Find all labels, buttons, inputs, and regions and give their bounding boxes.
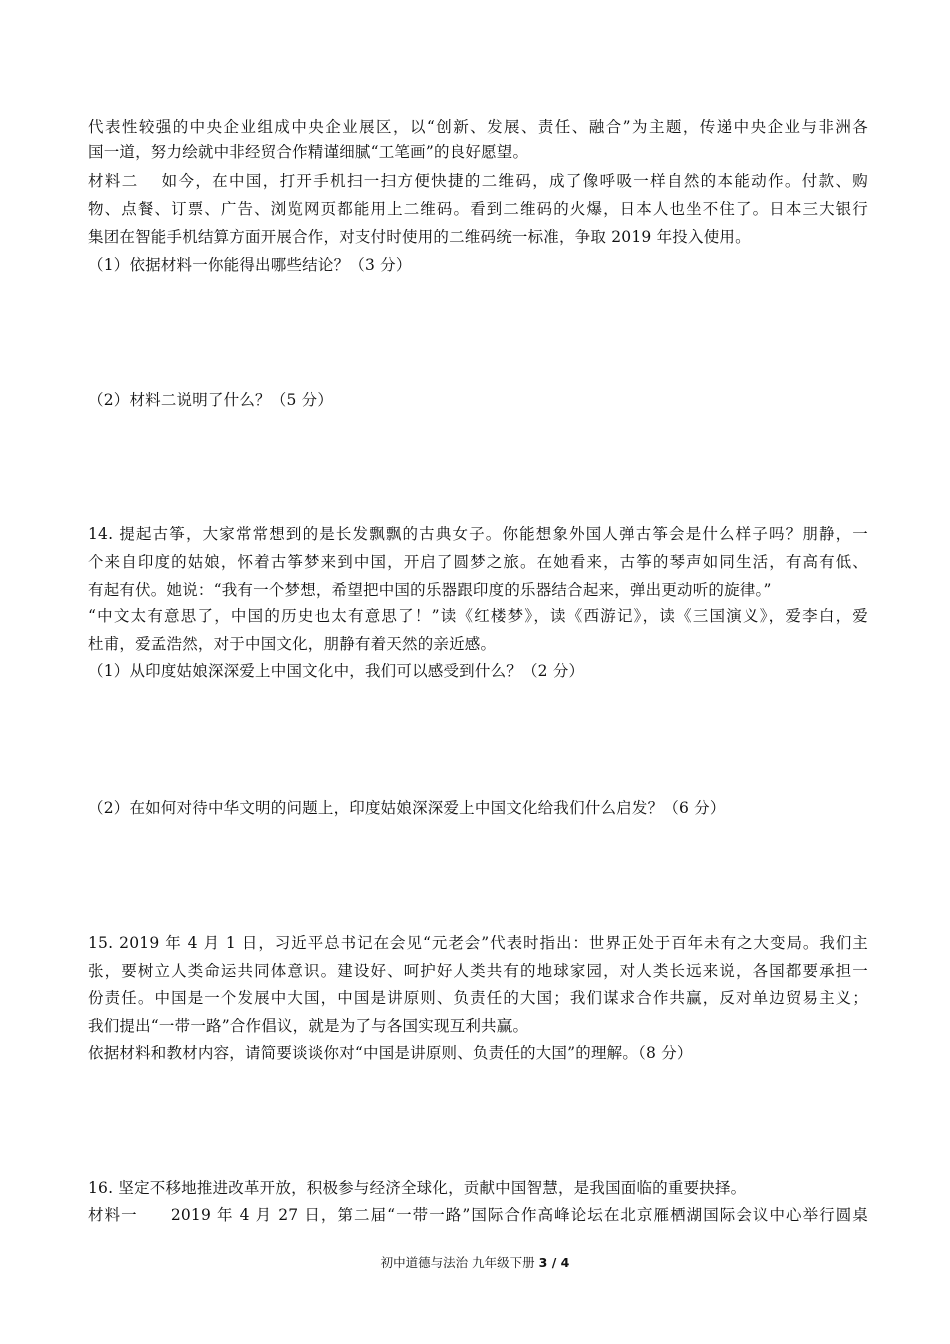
q13-material2-line: 材料二 如今，在中国，打开手机扫一扫方便快捷的二维码，成了像呼吸一样自然的本能动作。付款、购 [88, 172, 868, 190]
q14-stem-line: “中文太有意思了，中国的历史也太有意思了！”读《红楼梦》，读《西游记》，读《三国演义》，爱李白，爱 [88, 607, 868, 625]
q13-material2-line: 物、点餐、订票、广告、浏览网页都能用上二维码。看到二维码的火爆，日本人也坐不住了。日本三大银行 [88, 200, 868, 218]
q13-subquestion-1: （1）依据材料一你能得出哪些结论？（3 分） [88, 256, 412, 274]
q14-stem-line: 14. 提起古筝，大家常常想到的是长发飘飘的古典女子。你能想象外国人弹古筝会是什么样子吗？朋静，一 [88, 525, 868, 543]
q13-material1-line: 代表性较强的中央企业组成中央企业展区，以“创新、发展、责任、融合”为主题，传递中央企业与非洲各 [88, 118, 868, 136]
q13-subquestion-2: （2）材料二说明了什么？（5 分） [88, 391, 334, 409]
q15-prompt: 依据材料和教材内容，请简要谈谈你对“中国是讲原则、负责任的大国”的理解。（8 分） [88, 1044, 693, 1062]
page-number: 3 / 4 [538, 1255, 570, 1270]
q16-material1-line: 材料一 2019 年 4 月 27 日，第二届“一带一路”国际合作高峰论坛在北京雁栖湖国际会议中心举行圆桌 [88, 1206, 868, 1224]
q14-stem-line: 有起有伏。她说：“我有一个梦想，希望把中国的乐器跟印度的乐器结合起来，弹出更动听的旋律。” [88, 581, 772, 599]
q14-subquestion-2: （2）在如何对待中华文明的问题上，印度姑娘深深爱上中国文化给我们什么启发？（6 分） [88, 799, 726, 817]
q16-stem-line: 16. 坚定不移地推进改革开放，积极参与经济全球化，贡献中国智慧，是我国面临的重要抉择。 [88, 1179, 747, 1197]
q15-stem-line: 张，要树立人类命运共同体意识。建设好、呵护好人类共有的地球家园，对人类长远来说，各国都要承担一 [88, 962, 868, 980]
page-footer [0, 1254, 950, 1272]
q14-subquestion-1: （1）从印度姑娘深深爱上中国文化中，我们可以感受到什么？（2 分） [88, 662, 585, 680]
q14-stem-line: 个来自印度的姑娘，怀着古筝梦来到中国，开启了圆梦之旅。在她看来，古筝的琴声如同生活，有高有低、 [88, 553, 868, 571]
q15-stem-line: 我们提出“一带一路”合作倡议，就是为了与各国实现互利共赢。 [88, 1017, 529, 1035]
q15-stem-line: 份责任。中国是一个发展中大国，中国是讲原则、负责任的大国；我们谋求合作共赢，反对单边贸易主义； [88, 989, 868, 1007]
q14-stem-line: 杜甫，爱孟浩然，对于中国文化，朋静有着天然的亲近感。 [88, 635, 497, 653]
footer-label: 初中道德与法治 九年级下册 [380, 1255, 535, 1270]
q15-stem-line: 15. 2019 年 4 月 1 日，习近平总书记在会见“元老会”代表时指出：世界正处于百年未有之大变局。我们主 [88, 934, 868, 952]
q13-material2-line: 集团在智能手机结算方面开展合作，对支付时使用的二维码统一标准，争取 2019 年投入使用。 [88, 228, 751, 246]
q13-material1-line: 国一道，努力绘就中非经贸合作精谨细腻“工笔画”的良好愿望。 [88, 143, 529, 161]
